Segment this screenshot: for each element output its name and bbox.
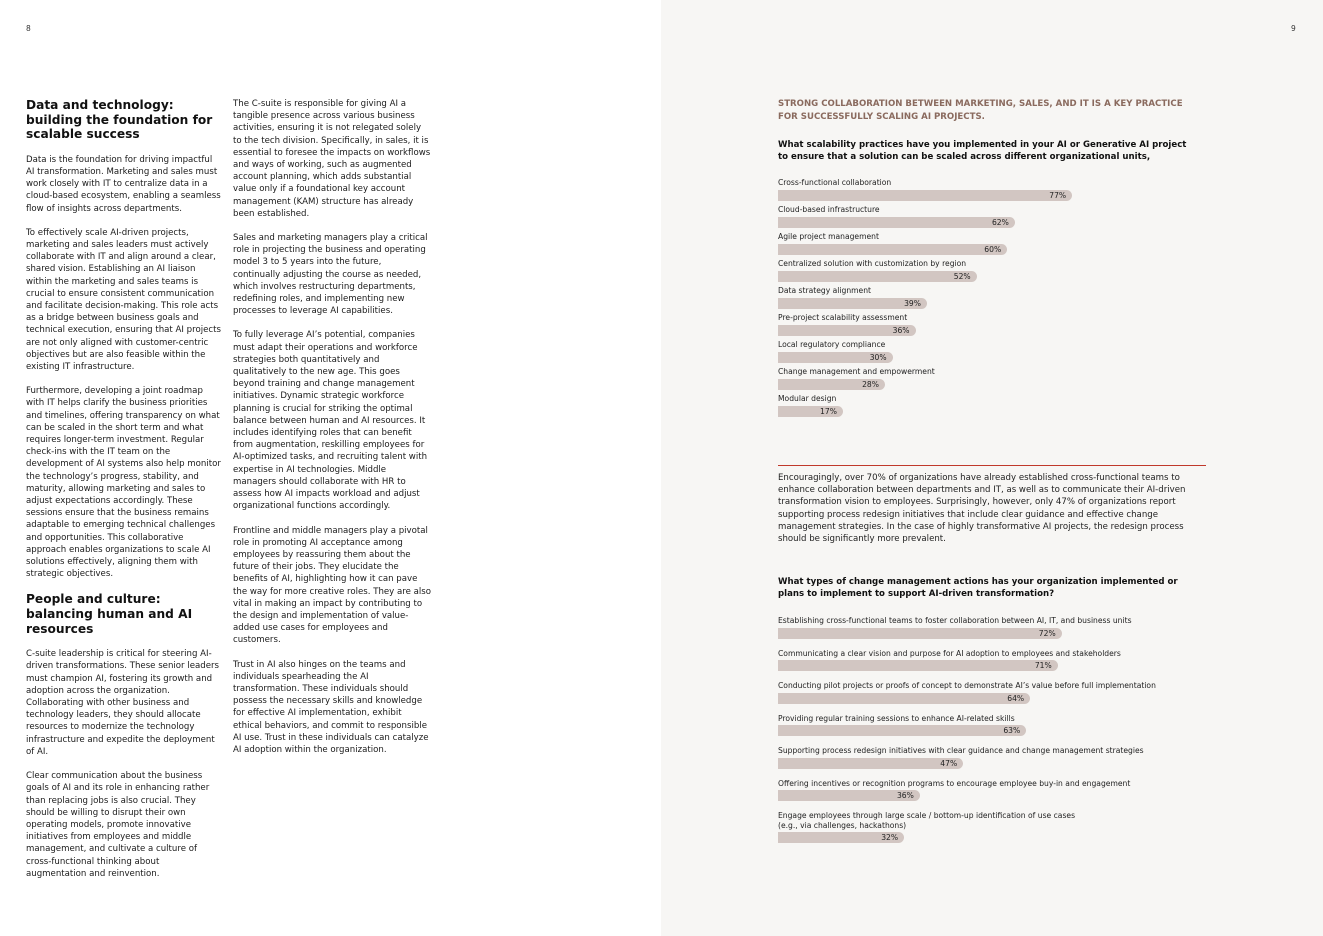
paragraph: Clear communication about the business goals of AI and its role in enhancing rather than replacing jobs is also crucial. They should be willing to disrupt their own operating models, promote innovative initiatives from employees and middle management, and cultivate a culture of cross-functional thinking about augmentation and reinvention. — [26, 771, 210, 879]
chart-question-1: What scalability practices have you implemented in your AI or Generative AI project to ensure that a solution can be scaled across different organizational units, — [778, 140, 1187, 163]
bar-category-label: Change management and empowerment — [778, 367, 935, 376]
bar-category-label: Cross-functional collaboration — [778, 178, 892, 187]
bar-track — [778, 790, 1208, 801]
bar-track — [778, 379, 1208, 390]
bar-category-label: Engage employees through large scale / bottom-up identification of use cases (e.g., via challenges, hackathons) — [778, 811, 1076, 830]
bar-item — [778, 205, 1208, 228]
bar-category-label: Data strategy alignment — [778, 286, 871, 295]
bar-value-label: 47% — [940, 758, 958, 768]
paragraph: Frontline and middle managers play a pivotal role in promoting AI acceptance among employees by reassuring them about the future of their jobs. They elucidate the benefits of AI, highlighting how it can pave the way for more creative roles. They are also vital in making an impact by contributing to the design and implementation of value-added use cases for employees and customers. — [233, 525, 432, 646]
bar-item — [778, 681, 1208, 704]
bar-value-label: 17% — [820, 406, 837, 416]
bar-track — [778, 217, 1208, 228]
bar-category-label: Providing regular training sessions to enhance AI-related skills — [778, 713, 1015, 723]
paragraph: To effectively scale AI-driven projects, marketing and sales leaders must actively collaborate with IT and align around a clear, shared vision. Establishing an AI liaison within the marketing and sales teams is crucial to ensure consistent communication and facilitate decision-making. This role acts as a bridge between business goals and technical execution, ensuring that AI projects are not only aligned with customer-centric objectives but are also feasible within the existing IT infrastructure. — [26, 227, 221, 373]
bar-item — [778, 286, 1208, 309]
page-number-left: 8 — [26, 24, 31, 33]
bar-value-label: 77% — [1049, 190, 1067, 200]
bar-track — [778, 352, 1208, 363]
bar-value-label: 60% — [984, 244, 1002, 254]
bar-track — [778, 832, 1208, 843]
bar-item — [778, 367, 1208, 390]
bar-category-label: Establishing cross-functional teams to foster collaboration between AI, IT, and business units — [778, 616, 1132, 625]
paragraph: Trust in AI also hinges on the teams and individuals spearheading the AI transformation. These individuals should possess the necessary skills and knowledge for effective AI implementation, exhibit ethical behaviors, and commit to responsible AI use. Trust in these individuals can catalyze AI adoption within the organization. — [233, 659, 429, 755]
bar-item — [778, 811, 1208, 843]
bar-item — [778, 779, 1208, 802]
paragraph: To fully leverage AI’s potential, companies must adapt their operations and workforce strategies both quantitatively and qualitatively to the new age. This goes beyond training and change management initiatives. Dynamic strategic workforce planning is crucial for striking the optimal balance between human and AI resources. It includes identifying roles that can benefit from augmentation, reskilling employees for AI-optimized tasks, and recruiting talent with expertise in AI technologies. Middle managers should collaborate with HR to assess how AI impacts workload and adjust organizational functions accordingly. — [233, 330, 428, 512]
bar-item — [778, 649, 1208, 672]
bar-item — [778, 394, 1208, 417]
bar-track — [778, 628, 1208, 639]
bar-value-label: 64% — [1007, 693, 1025, 703]
paragraph: C-suite leadership is critical for steering AI-driven transformations. These senior leaders must champion AI, fostering its growth and adoption across the organization. Collaborating with other business and technology leaders, they should allocate resources to modernize the technology infrastructure and expedite the deployment of AI. — [26, 649, 220, 757]
bar-value-label: 30% — [869, 352, 887, 362]
bar-item — [778, 313, 1208, 336]
bar-category-label: Cloud-based infrastructure — [778, 205, 880, 214]
bar-item — [778, 714, 1208, 737]
bar-category-label: Conducting pilot projects or proofs of concept to demonstrate AI’s value before full implementation — [778, 681, 1156, 690]
bar-category-label: Agile project management — [778, 232, 879, 241]
section-kicker: STRONG COLLABORATION BETWEEN MARKETING, SALES, AND IT IS A KEY PRACTICE FOR SUCCESSFULLY SCALING AI PROJECTS. — [778, 99, 1183, 122]
paragraph: The C-suite is responsible for giving AI a tangible presence across various business activities, ensuring it is not relegated solely to the tech division. Specifically, in sales, it is essential to foresee the impacts on workflows and ways of working, such as augmented account planning, which adds substantial value only if a foundational key account management (KAM) structure has already been established. — [233, 99, 431, 219]
bar-track — [778, 693, 1208, 704]
left-column — [26, 98, 222, 892]
middle-column — [233, 98, 431, 768]
bar-item — [778, 340, 1208, 363]
bar-track — [778, 406, 1208, 417]
bar-item — [778, 746, 1208, 769]
section-heading-data-technology: Data and technology: building the foundation for scalable success — [26, 98, 213, 142]
bar-value-label: 32% — [881, 833, 899, 842]
bar-value-label: 36% — [896, 791, 914, 800]
bar-category-label: Modular design — [778, 394, 837, 403]
page-number-right: 9 — [1291, 24, 1296, 33]
bar-value-label: 63% — [1003, 726, 1021, 735]
bar-track — [778, 190, 1208, 201]
bar-track — [778, 244, 1208, 255]
bar-track — [778, 271, 1208, 282]
bar-value-label: 39% — [904, 298, 921, 308]
findings-paragraph: Encouragingly, over 70% of organizations have already established cross-functional teams to enhance collaboration between departments and IT, as well as to communicate their AI-driven transformation vision to employees. Surprisingly, however, only 47% of organizations report supporting process redesign initiatives that include clear guidance and effective change management strategies. In the case of highly transformative AI projects, the redesign process should be significantly more prevalent. — [778, 473, 1186, 545]
bar-track — [778, 325, 1208, 336]
bar-category-label: Pre-project scalability assessment — [778, 313, 908, 322]
bar-track — [778, 725, 1208, 736]
bar-category-label: Offering incentives or recognition programs to encourage employee buy-in and engagement — [778, 778, 1131, 788]
scalability-practices-chart — [778, 178, 1208, 421]
bar-value-label: 52% — [953, 271, 971, 281]
bar-category-label: Supporting process redesign initiatives with clear guidance and change management strategies — [778, 746, 1144, 755]
bar-item — [778, 616, 1208, 639]
bar-track — [778, 298, 1208, 309]
paragraph: Data is the foundation for driving impactful AI transformation. Marketing and sales must work closely with IT to centralize data in a cloud-based ecosystem, enabling a seamless flow of insights across departments. — [26, 154, 221, 214]
paragraph: Furthermore, developing a joint roadmap with IT helps clarify the business priorities and timelines, offering transparency on what can be scaled in the short term and what requires longer-term investment. Regular check-ins with the IT team on the development of AI systems also help monitor the technology’s progress, stability, and maturity, allowing marketing and sales to adjust expectations accordingly. These sessions ensure that the business remains adaptable to emerging technical challenges and opportunities. This collaborative approach enables organizations to scale AI solutions effectively, aligning them with strategic objectives. — [26, 386, 221, 580]
bar-item — [778, 259, 1208, 282]
bar-item — [778, 178, 1208, 201]
bar-value-label: 62% — [991, 217, 1009, 227]
section-heading-people-culture: People and culture: balancing human and AI resources — [26, 592, 193, 636]
bar-value-label: 72% — [1038, 628, 1056, 638]
bar-value-label: 28% — [862, 379, 879, 389]
bar-item — [778, 232, 1208, 255]
bar-value-label: 36% — [892, 325, 910, 335]
divider-line — [778, 465, 1206, 466]
bar-category-label: Centralized solution with customization by region — [778, 259, 967, 268]
change-management-chart — [778, 616, 1208, 853]
chart-question-2: What types of change management actions has your organization implemented or plans to implement to support AI-driven transformation? — [778, 577, 1178, 600]
bar-track — [778, 758, 1208, 769]
bar-track — [778, 660, 1208, 671]
bar-category-label: Local regulatory compliance — [778, 340, 886, 349]
paragraph: Sales and marketing managers play a critical role in projecting the business and operating model 3 to 5 years into the future, continually adjusting the course as needed, which involves restructuring departments, redefining roles, and implementing new processes to leverage AI capabilities. — [233, 233, 428, 317]
bar-category-label: Communicating a clear vision and purpose for AI adoption to employees and stakeholders — [778, 648, 1121, 658]
left-page — [0, 0, 661, 936]
bar-value-label: 71% — [1034, 661, 1052, 670]
